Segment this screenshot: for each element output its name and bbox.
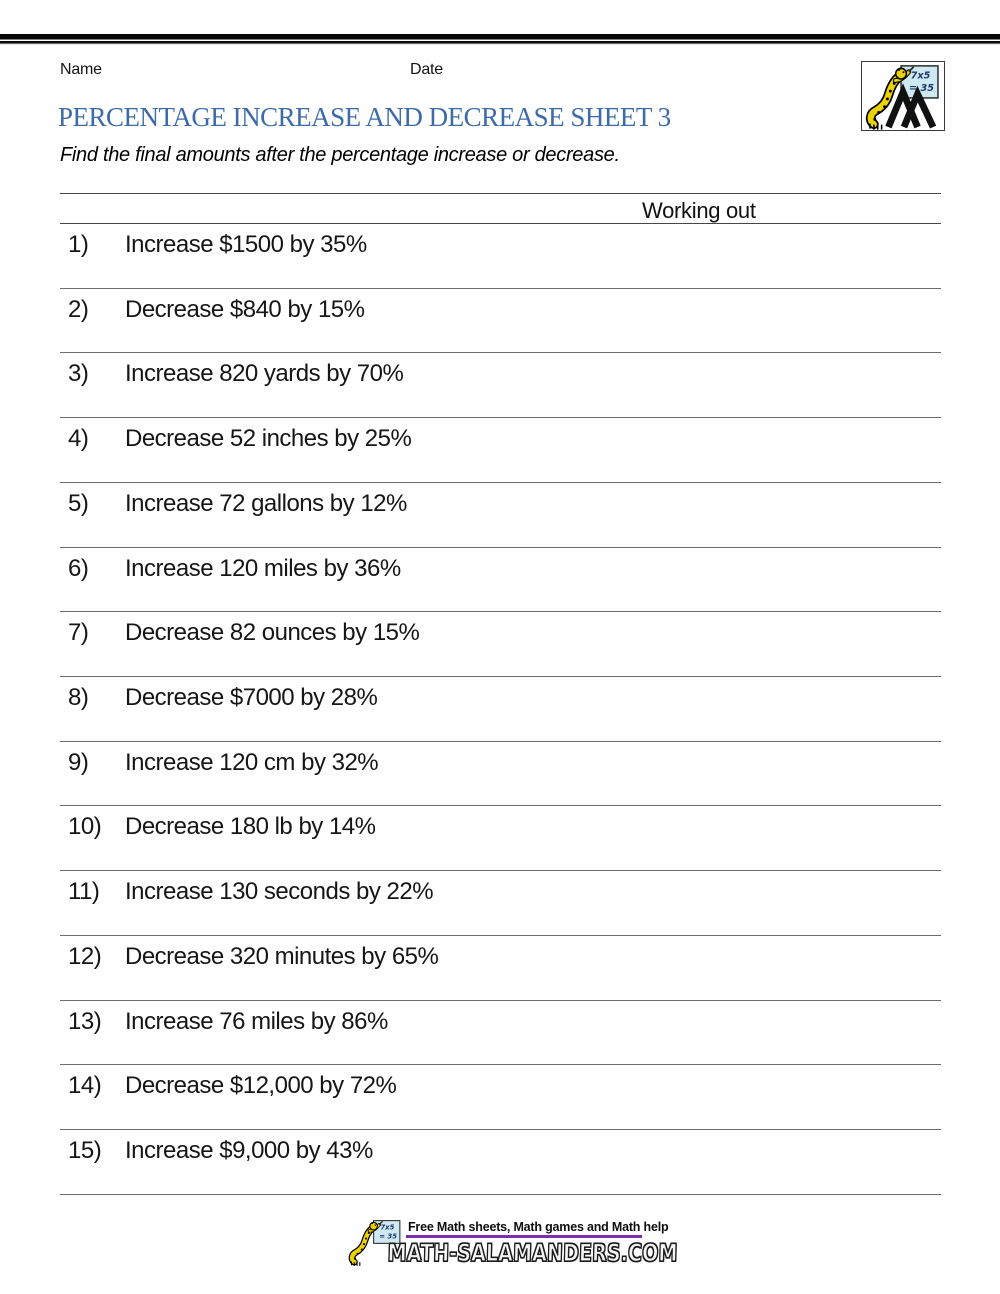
svg-text:= 35: = 35 [379, 1232, 398, 1241]
question-number: 13) [68, 1007, 102, 1035]
question-row [60, 418, 941, 483]
footer-purple-rule [406, 1235, 642, 1238]
math-salamanders-logo [861, 61, 945, 131]
question-text: Decrease 180 lb by 14% [125, 813, 376, 841]
name-label: Name [60, 61, 102, 78]
question-text: Increase $1500 by 35% [125, 231, 367, 258]
question-text: Decrease $840 by 15% [125, 295, 365, 323]
question-row [60, 936, 941, 1001]
footer [346, 1214, 678, 1278]
question-number: 14) [68, 1072, 102, 1100]
question-text: Decrease $7000 by 28% [125, 684, 378, 712]
question-row [60, 612, 941, 677]
question-row [60, 871, 941, 936]
table-header [60, 193, 941, 224]
working-out-header: Working out [642, 198, 756, 223]
question-number: 11) [68, 878, 100, 906]
question-row [60, 548, 941, 613]
question-row [60, 677, 941, 742]
page-title: PERCENTAGE INCREASE AND DECREASE SHEET 3 [58, 102, 671, 132]
salamander-logo-icon [862, 62, 944, 130]
question-number: 2) [68, 295, 89, 323]
question-number: 3) [68, 360, 89, 388]
question-number: 9) [68, 748, 89, 776]
site-name: MATH-SALAMANDERS.COM [387, 1239, 678, 1267]
question-text: Increase 120 cm by 32% [125, 748, 379, 776]
svg-text:7x5: 7x5 [910, 70, 931, 82]
question-rows [60, 224, 941, 1195]
question-row [60, 289, 941, 354]
question-number: 5) [68, 489, 89, 517]
question-number: 4) [68, 425, 89, 453]
svg-text:7x5: 7x5 [380, 1223, 395, 1232]
question-text: Increase 120 miles by 36% [125, 554, 401, 582]
question-number: 10) [68, 813, 102, 841]
question-row [60, 742, 941, 807]
question-row [60, 1001, 941, 1066]
question-row [60, 1130, 941, 1195]
question-row [60, 353, 941, 418]
question-number: 7) [68, 619, 89, 647]
question-text: Increase $9,000 by 43% [125, 1137, 373, 1165]
date-label: Date [410, 61, 443, 78]
question-number: 12) [68, 942, 102, 970]
question-text: Decrease $12,000 by 72% [125, 1072, 397, 1100]
question-number: 1) [68, 231, 89, 258]
footer-tagline: Free Math sheets, Math games and Math help [408, 1220, 669, 1234]
question-text: Increase 130 seconds by 22% [125, 878, 434, 906]
question-number: 8) [68, 684, 89, 712]
page-subtitle: Find the final amounts after the percentage increase or decrease. [60, 144, 620, 166]
question-row [60, 483, 941, 548]
question-number: 6) [68, 554, 89, 582]
question-number: 15) [68, 1137, 102, 1165]
question-text: Decrease 52 inches by 25% [125, 425, 412, 453]
worksheet-table [60, 193, 941, 1195]
svg-text:= 35: = 35 [908, 83, 934, 95]
question-row [60, 1065, 941, 1130]
question-row [60, 806, 941, 871]
question-text: Increase 72 gallons by 12% [125, 489, 407, 517]
top-rule-bar [0, 34, 1000, 46]
question-row [60, 224, 941, 289]
question-text: Decrease 320 minutes by 65% [125, 942, 439, 970]
question-text: Increase 76 miles by 86% [125, 1007, 388, 1035]
question-text: Increase 820 yards by 70% [125, 360, 404, 388]
question-text: Decrease 82 ounces by 15% [125, 619, 420, 647]
